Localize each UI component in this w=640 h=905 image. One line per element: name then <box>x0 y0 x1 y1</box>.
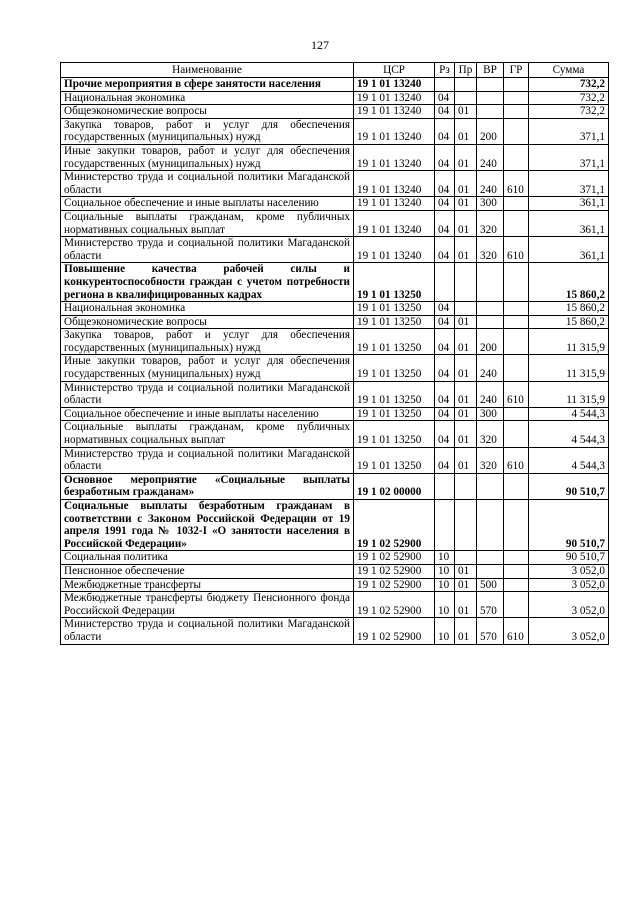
row-sum-cell: 361,1 <box>529 237 609 263</box>
table-row <box>61 105 609 119</box>
header-csr: ЦСР <box>354 63 435 78</box>
row-rz-cell: 04 <box>435 210 455 236</box>
row-gr-cell <box>504 564 529 578</box>
table-row <box>61 210 609 236</box>
row-sum-cell: 11 315,9 <box>529 355 609 381</box>
row-vr-cell <box>477 263 504 302</box>
row-csr-cell: 19 1 01 13240 <box>354 118 435 144</box>
row-vr-cell <box>477 78 504 92</box>
table-row <box>61 564 609 578</box>
row-sum-cell: 11 315,9 <box>529 329 609 355</box>
row-vr-cell: 570 <box>477 592 504 618</box>
row-rz-cell: 04 <box>435 381 455 407</box>
row-sum-cell: 732,2 <box>529 105 609 119</box>
row-name-cell: Межбюджетные трансферты <box>61 578 354 592</box>
table-body <box>61 78 609 645</box>
row-pr-cell: 01 <box>455 197 477 211</box>
row-name-cell: Социальные выплаты гражданам, кроме публичных нормативных социальных выплат <box>61 210 354 236</box>
row-csr-cell: 19 1 01 13250 <box>354 263 435 302</box>
row-csr-cell: 19 1 01 13250 <box>354 421 435 447</box>
row-csr-cell: 19 1 02 52900 <box>354 618 435 644</box>
row-pr-cell: 01 <box>455 105 477 119</box>
row-sum-cell: 15 860,2 <box>529 315 609 329</box>
row-vr-cell: 320 <box>477 210 504 236</box>
row-rz-cell: 04 <box>435 171 455 197</box>
row-vr-cell: 300 <box>477 407 504 421</box>
row-gr-cell <box>504 500 529 551</box>
table-row <box>61 237 609 263</box>
row-csr-cell: 19 1 01 13240 <box>354 91 435 105</box>
row-sum-cell: 361,1 <box>529 197 609 211</box>
row-gr-cell: 610 <box>504 618 529 644</box>
row-rz-cell: 04 <box>435 197 455 211</box>
row-name-cell: Министерство труда и социальной политики Магаданской области <box>61 237 354 263</box>
table-row <box>61 78 609 92</box>
row-rz-cell <box>435 500 455 551</box>
row-sum-cell: 90 510,7 <box>529 500 609 551</box>
row-vr-cell <box>477 500 504 551</box>
header-sum: Сумма <box>529 63 609 78</box>
row-name-cell: Социальная политика <box>61 551 354 565</box>
row-gr-cell: 610 <box>504 237 529 263</box>
row-vr-cell: 200 <box>477 118 504 144</box>
row-name-cell: Прочие мероприятия в сфере занятости населения <box>61 78 354 92</box>
row-rz-cell: 04 <box>435 355 455 381</box>
row-pr-cell: 01 <box>455 171 477 197</box>
row-rz-cell: 04 <box>435 118 455 144</box>
row-pr-cell: 01 <box>455 592 477 618</box>
row-pr-cell: 01 <box>455 407 477 421</box>
row-vr-cell <box>477 302 504 316</box>
row-vr-cell <box>477 105 504 119</box>
page-number: 127 <box>311 38 329 52</box>
row-csr-cell: 19 1 01 13250 <box>354 315 435 329</box>
table-row <box>61 91 609 105</box>
table-row <box>61 263 609 302</box>
row-csr-cell: 19 1 02 52900 <box>354 578 435 592</box>
row-gr-cell <box>504 329 529 355</box>
row-sum-cell: 371,1 <box>529 144 609 170</box>
row-name-cell: Общеэкономические вопросы <box>61 315 354 329</box>
row-pr-cell <box>455 473 477 499</box>
table-row <box>61 551 609 565</box>
row-sum-cell: 732,2 <box>529 91 609 105</box>
row-pr-cell: 01 <box>455 329 477 355</box>
table-row <box>61 421 609 447</box>
row-pr-cell: 01 <box>455 237 477 263</box>
row-name-cell: Закупка товаров, работ и услуг для обеспечения государственных (муниципальных) нужд <box>61 118 354 144</box>
row-rz-cell: 04 <box>435 421 455 447</box>
table-row <box>61 473 609 499</box>
row-name-cell: Министерство труда и социальной политики Магаданской области <box>61 447 354 473</box>
header-rz: Рз <box>435 63 455 78</box>
row-pr-cell: 01 <box>455 210 477 236</box>
header-name: Наименование <box>61 63 354 78</box>
row-csr-cell: 19 1 01 13240 <box>354 197 435 211</box>
row-pr-cell: 01 <box>455 144 477 170</box>
row-rz-cell <box>435 78 455 92</box>
row-gr-cell <box>504 551 529 565</box>
row-vr-cell: 240 <box>477 381 504 407</box>
row-csr-cell: 19 1 01 13250 <box>354 329 435 355</box>
row-rz-cell: 10 <box>435 551 455 565</box>
row-name-cell: Социальные выплаты безработным гражданам в соответствии с Законом Российской Федерации от 19 апреля 1991 года № 1032-I «О занятости населения в Российской Федерации» <box>61 500 354 551</box>
row-sum-cell: 4 544,3 <box>529 447 609 473</box>
header-pr: Пр <box>455 63 477 78</box>
row-pr-cell: 01 <box>455 578 477 592</box>
row-vr-cell: 320 <box>477 421 504 447</box>
row-name-cell: Пенсионное обеспечение <box>61 564 354 578</box>
row-gr-cell <box>504 355 529 381</box>
table-row <box>61 171 609 197</box>
row-vr-cell: 200 <box>477 329 504 355</box>
row-pr-cell <box>455 78 477 92</box>
table-row <box>61 447 609 473</box>
row-gr-cell <box>504 315 529 329</box>
row-gr-cell <box>504 302 529 316</box>
row-rz-cell: 04 <box>435 302 455 316</box>
row-rz-cell <box>435 473 455 499</box>
header-gr: ГР <box>504 63 529 78</box>
row-rz-cell: 04 <box>435 329 455 355</box>
row-sum-cell: 3 052,0 <box>529 618 609 644</box>
row-sum-cell: 361,1 <box>529 210 609 236</box>
row-csr-cell: 19 1 01 13240 <box>354 171 435 197</box>
table-row <box>61 118 609 144</box>
row-vr-cell <box>477 91 504 105</box>
row-sum-cell: 15 860,2 <box>529 302 609 316</box>
row-gr-cell <box>504 407 529 421</box>
row-sum-cell: 732,2 <box>529 78 609 92</box>
row-csr-cell: 19 1 02 52900 <box>354 564 435 578</box>
row-gr-cell <box>504 78 529 92</box>
row-pr-cell <box>455 263 477 302</box>
row-rz-cell: 04 <box>435 144 455 170</box>
row-csr-cell: 19 1 02 00000 <box>354 473 435 499</box>
row-vr-cell: 570 <box>477 618 504 644</box>
row-sum-cell: 371,1 <box>529 171 609 197</box>
row-name-cell: Министерство труда и социальной политики Магаданской области <box>61 381 354 407</box>
row-sum-cell: 3 052,0 <box>529 578 609 592</box>
row-csr-cell: 19 1 01 13240 <box>354 237 435 263</box>
table-row <box>61 500 609 551</box>
row-vr-cell <box>477 473 504 499</box>
row-sum-cell: 3 052,0 <box>529 592 609 618</box>
table-row <box>61 381 609 407</box>
row-sum-cell: 371,1 <box>529 118 609 144</box>
row-pr-cell: 01 <box>455 447 477 473</box>
row-pr-cell: 01 <box>455 421 477 447</box>
row-name-cell: Иные закупки товаров, работ и услуг для обеспечения государственных (муниципальных) нужд <box>61 144 354 170</box>
row-gr-cell <box>504 578 529 592</box>
row-csr-cell: 19 1 01 13240 <box>354 210 435 236</box>
row-vr-cell: 300 <box>477 197 504 211</box>
row-pr-cell <box>455 551 477 565</box>
table-row <box>61 329 609 355</box>
row-pr-cell: 01 <box>455 618 477 644</box>
row-rz-cell: 04 <box>435 407 455 421</box>
row-rz-cell: 10 <box>435 618 455 644</box>
row-csr-cell: 19 1 02 52900 <box>354 551 435 565</box>
table-row <box>61 144 609 170</box>
budget-table <box>60 62 609 645</box>
row-pr-cell: 01 <box>455 118 477 144</box>
row-rz-cell: 04 <box>435 447 455 473</box>
row-vr-cell: 500 <box>477 578 504 592</box>
row-name-cell: Повышение качества рабочей силы и конкурентоспособности граждан с учетом потребности региона в квалифицированных кадрах <box>61 263 354 302</box>
row-pr-cell: 01 <box>455 381 477 407</box>
row-name-cell: Закупка товаров, работ и услуг для обеспечения государственных (муниципальных) нужд <box>61 329 354 355</box>
table-header-row <box>61 63 609 78</box>
table-row <box>61 302 609 316</box>
table-row <box>61 355 609 381</box>
row-gr-cell: 610 <box>504 447 529 473</box>
row-name-cell: Основное мероприятие «Социальные выплаты безработным гражданам» <box>61 473 354 499</box>
row-vr-cell: 320 <box>477 447 504 473</box>
row-name-cell: Межбюджетные трансферты бюджету Пенсионного фонда Российской Федерации <box>61 592 354 618</box>
row-csr-cell: 19 1 01 13250 <box>354 355 435 381</box>
row-vr-cell <box>477 564 504 578</box>
row-gr-cell <box>504 91 529 105</box>
row-gr-cell: 610 <box>504 171 529 197</box>
row-vr-cell <box>477 315 504 329</box>
row-gr-cell <box>504 105 529 119</box>
row-sum-cell: 4 544,3 <box>529 407 609 421</box>
row-vr-cell: 240 <box>477 144 504 170</box>
row-rz-cell: 04 <box>435 315 455 329</box>
row-csr-cell: 19 1 01 13250 <box>354 407 435 421</box>
row-name-cell: Социальные выплаты гражданам, кроме публичных нормативных социальных выплат <box>61 421 354 447</box>
row-rz-cell: 10 <box>435 592 455 618</box>
row-gr-cell <box>504 473 529 499</box>
row-pr-cell <box>455 302 477 316</box>
row-vr-cell: 240 <box>477 171 504 197</box>
row-csr-cell: 19 1 01 13250 <box>354 302 435 316</box>
row-gr-cell <box>504 421 529 447</box>
row-name-cell: Национальная экономика <box>61 91 354 105</box>
row-gr-cell <box>504 592 529 618</box>
table-row <box>61 407 609 421</box>
row-sum-cell: 3 052,0 <box>529 564 609 578</box>
row-name-cell: Социальное обеспечение и иные выплаты населению <box>61 407 354 421</box>
row-sum-cell: 4 544,3 <box>529 421 609 447</box>
table-row <box>61 618 609 644</box>
row-name-cell: Министерство труда и социальной политики Магаданской области <box>61 618 354 644</box>
row-vr-cell: 240 <box>477 355 504 381</box>
row-pr-cell: 01 <box>455 315 477 329</box>
row-gr-cell <box>504 197 529 211</box>
row-name-cell: Иные закупки товаров, работ и услуг для обеспечения государственных (муниципальных) нужд <box>61 355 354 381</box>
row-csr-cell: 19 1 01 13240 <box>354 144 435 170</box>
row-rz-cell <box>435 263 455 302</box>
table-row <box>61 592 609 618</box>
row-pr-cell <box>455 91 477 105</box>
row-csr-cell: 19 1 01 13240 <box>354 105 435 119</box>
row-csr-cell: 19 1 01 13250 <box>354 381 435 407</box>
row-csr-cell: 19 1 01 13240 <box>354 78 435 92</box>
row-pr-cell: 01 <box>455 564 477 578</box>
row-name-cell: Национальная экономика <box>61 302 354 316</box>
row-sum-cell: 90 510,7 <box>529 551 609 565</box>
row-csr-cell: 19 1 02 52900 <box>354 592 435 618</box>
row-sum-cell: 15 860,2 <box>529 263 609 302</box>
row-gr-cell: 610 <box>504 381 529 407</box>
row-rz-cell: 10 <box>435 564 455 578</box>
row-rz-cell: 10 <box>435 578 455 592</box>
row-sum-cell: 90 510,7 <box>529 473 609 499</box>
row-name-cell: Социальное обеспечение и иные выплаты населению <box>61 197 354 211</box>
row-vr-cell <box>477 551 504 565</box>
table-row <box>61 315 609 329</box>
row-gr-cell <box>504 263 529 302</box>
row-rz-cell: 04 <box>435 105 455 119</box>
row-name-cell: Общеэкономические вопросы <box>61 105 354 119</box>
row-rz-cell: 04 <box>435 91 455 105</box>
row-csr-cell: 19 1 01 13250 <box>354 447 435 473</box>
row-sum-cell: 11 315,9 <box>529 381 609 407</box>
row-pr-cell: 01 <box>455 355 477 381</box>
table-row <box>61 197 609 211</box>
row-csr-cell: 19 1 02 52900 <box>354 500 435 551</box>
row-gr-cell <box>504 210 529 236</box>
row-pr-cell <box>455 500 477 551</box>
row-vr-cell: 320 <box>477 237 504 263</box>
table-row <box>61 578 609 592</box>
row-name-cell: Министерство труда и социальной политики Магаданской области <box>61 171 354 197</box>
row-rz-cell: 04 <box>435 237 455 263</box>
row-gr-cell <box>504 118 529 144</box>
header-vr: ВР <box>477 63 504 78</box>
row-gr-cell <box>504 144 529 170</box>
